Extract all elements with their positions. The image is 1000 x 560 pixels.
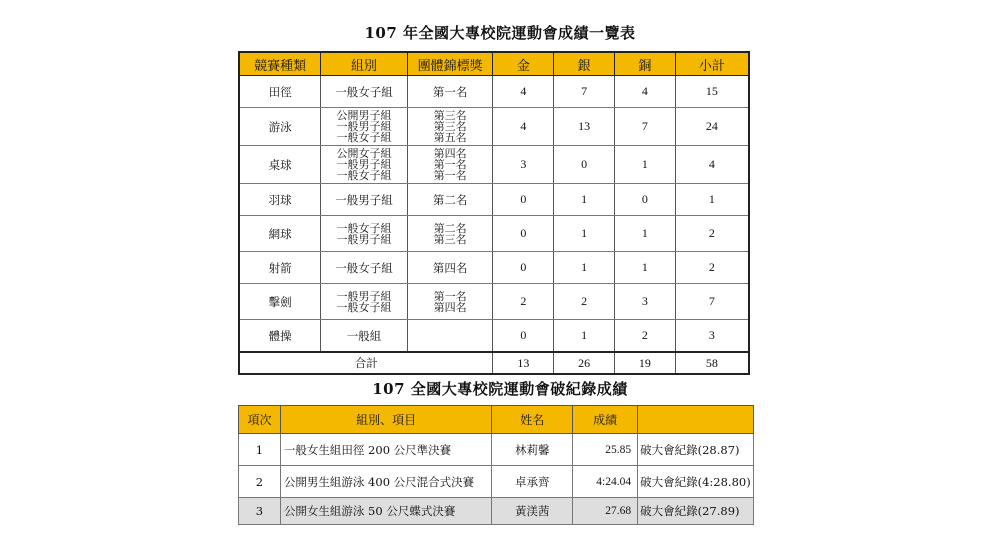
gold-cell: 4 [493,76,554,108]
subtotal-cell: 2 [675,216,749,252]
sport-cell: 體操 [239,320,321,353]
group-cell-line: 一般女子組 [336,131,392,144]
table-row [239,146,749,184]
subtotal-cell: 1 [675,184,749,216]
award-cell [407,108,493,146]
group-cell-line: 一般女子組 [336,169,392,182]
header-gold: 金 [493,52,554,76]
subtotal-cell: 7 [675,284,749,320]
sport-cell: 游泳 [239,108,321,146]
table-row [239,76,749,108]
name-cell: 林莉馨 [492,434,573,466]
bronze-cell: 1 [614,146,675,184]
event-cell: 一般女生組田徑 200 公尺準決賽 [280,434,491,466]
table-row [239,108,749,146]
group-cell-line: 一般女子組 [335,260,393,275]
award-cell-line: 第三名 [433,120,467,133]
award-cell-line: 第一名 [433,169,467,182]
silver-cell: 2 [554,284,615,320]
group-cell-line: 一般男子組 [336,232,392,246]
sport-cell: 田徑 [239,76,321,108]
award-cell-line: 第四名 [433,147,467,160]
award-cell [407,252,493,284]
silver-cell: 7 [554,76,615,108]
event-cell: 公開男生組游泳 400 公尺混合式決賽 [280,466,491,498]
header-event: 組別、項目 [280,406,491,434]
group-cell [321,216,408,252]
silver-cell: 13 [554,108,615,146]
award-cell-line: 第二名 [433,221,467,235]
award-cell [407,320,493,353]
gold-cell: 3 [493,146,554,184]
item-no-cell: 3 [239,498,281,525]
table-row [239,252,749,284]
award-cell [407,284,493,320]
group-cell [321,252,408,284]
silver-cell: 1 [554,320,615,353]
sport-cell: 桌球 [239,146,321,184]
group-cell [321,76,408,108]
group-cell-line: 一般女子組 [336,300,392,314]
header-item-no: 項次 [239,406,281,434]
medal-table-header [239,52,749,76]
award-cell-line: 第二名 [432,192,468,207]
total-subtotal: 58 [675,352,749,374]
records-table [238,405,754,525]
gold-cell: 0 [493,320,554,353]
group-cell [321,184,408,216]
records-table-header [239,406,754,434]
table-row [239,434,754,466]
award-cell-line: 第四名 [433,300,467,314]
event-cell: 公開女生組游泳 50 公尺蝶式決賽 [280,498,491,525]
header-name: 姓名 [492,406,573,434]
medal-table [238,51,750,375]
silver-cell: 1 [554,252,615,284]
result-cell: 4:24.04 [573,466,638,498]
header-record [638,406,754,434]
bronze-cell: 1 [614,252,675,284]
group-cell-line: 一般組 [346,328,382,343]
award-cell-line: 第三名 [433,232,467,246]
award-cell-line: 第一名 [433,158,467,171]
group-cell [321,284,408,320]
result-cell: 27.68 [573,498,638,525]
group-cell-line: 一般男子組 [336,158,392,171]
silver-cell: 1 [554,184,615,216]
subtotal-cell: 4 [675,146,749,184]
subtotal-cell: 15 [675,76,749,108]
sport-cell: 網球 [239,216,321,252]
award-cell-line: 第四名 [432,260,468,275]
item-no-cell: 1 [239,434,281,466]
table-row [239,216,749,252]
total-label: 合計 [239,352,493,374]
total-bronze: 19 [614,352,675,374]
subtotal-cell: 24 [675,108,749,146]
sport-cell: 射箭 [239,252,321,284]
header-result: 成績 [573,406,638,434]
total-row [239,352,749,374]
name-cell: 黃渼茜 [492,498,573,525]
record-cell: 破大會紀錄(27.89) [638,498,754,525]
group-cell-line: 公開男子組 [336,109,392,122]
sport-cell: 擊劍 [239,284,321,320]
table-row [239,284,749,320]
bronze-cell: 4 [614,76,675,108]
award-cell-line: 第五名 [433,131,467,144]
header-bronze: 銅 [614,52,675,76]
gold-cell: 0 [493,216,554,252]
record-cell: 破大會紀錄(4:28.80) [638,466,754,498]
group-cell-line: 一般男子組 [335,192,393,207]
silver-cell: 0 [554,146,615,184]
gold-cell: 4 [493,108,554,146]
header-group: 組別 [321,52,408,76]
sport-cell: 羽球 [239,184,321,216]
bronze-cell: 1 [614,216,675,252]
table-row [239,498,754,525]
item-no-cell: 2 [239,466,281,498]
result-cell: 25.85 [573,434,638,466]
page-title: 107 年全國大專校院運動會成績一覽表 [364,24,636,42]
group-cell [321,146,408,184]
bronze-cell: 3 [614,284,675,320]
group-cell-line: 一般男子組 [336,289,392,303]
table-row [239,184,749,216]
award-cell [407,184,493,216]
group-cell-line: 公開女子組 [336,147,392,160]
award-cell-line: 第一名 [432,84,468,99]
header-subtotal: 小計 [675,52,749,76]
header-team-award: 團體錦標獎 [407,52,493,76]
gold-cell: 2 [493,284,554,320]
total-gold: 13 [493,352,554,374]
group-cell-line: 一般女子組 [336,221,392,235]
group-cell-line: 一般男子組 [336,120,392,133]
subtotal-cell: 3 [675,320,749,353]
bronze-cell: 7 [614,108,675,146]
award-cell-line: 第三名 [433,109,467,122]
award-cell-line: 第一名 [433,289,467,303]
silver-cell: 1 [554,216,615,252]
records-title: 107 全國大專校院運動會破紀錄成績 [372,380,628,398]
group-cell [321,108,408,146]
gold-cell: 0 [493,252,554,284]
name-cell: 卓承齊 [492,466,573,498]
award-cell [407,76,493,108]
award-cell [407,216,493,252]
record-cell: 破大會紀錄(28.87) [638,434,754,466]
table-row [239,466,754,498]
award-cell [407,146,493,184]
total-silver: 26 [554,352,615,374]
group-cell [321,320,408,353]
bronze-cell: 2 [614,320,675,353]
gold-cell: 0 [493,184,554,216]
group-cell-line: 一般女子組 [335,84,393,99]
table-row [239,320,749,353]
bronze-cell: 0 [614,184,675,216]
header-sport: 競賽種類 [239,52,321,76]
header-silver: 銀 [554,52,615,76]
subtotal-cell: 2 [675,252,749,284]
